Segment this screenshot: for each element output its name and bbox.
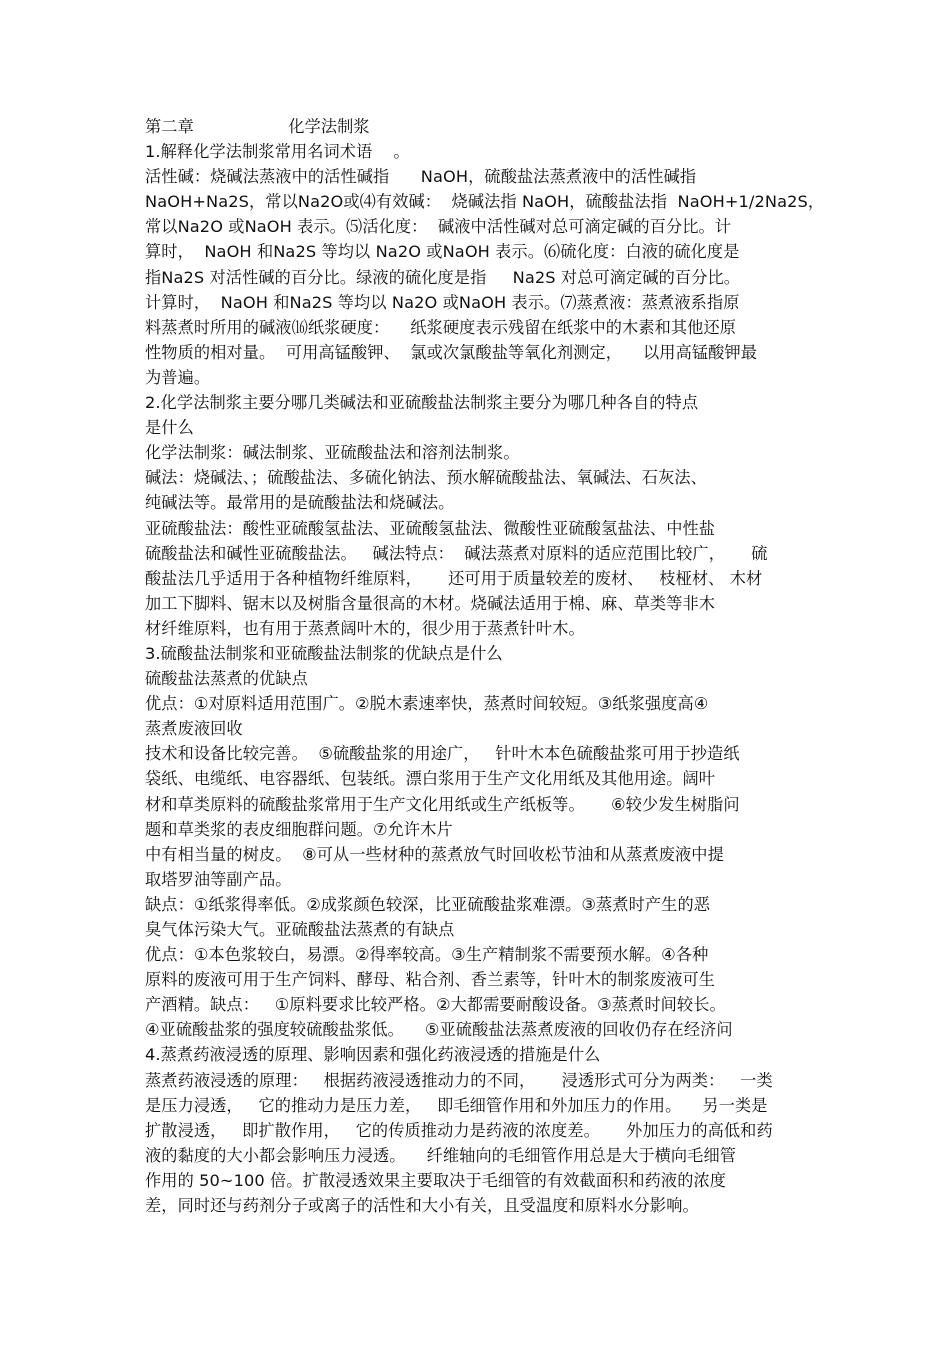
body-line: 纯碱法等。最常用的是硫酸盐法和烧碱法。 xyxy=(145,493,455,513)
body-line: 袋纸、电缆纸、电容器纸、包装纸。漂白浆用于生产文化用纸及其他用途。阔叶 xyxy=(145,769,716,789)
question-2-heading-cont: 是什么 xyxy=(145,418,194,438)
question-3-heading: 3.硫酸盐法制浆和亚硫酸盐法制浆的优缺点是什么 xyxy=(145,643,503,663)
body-line: 扩散浸透， 即扩散作用， 它的传质推动力是药液的浓度差。 外加压力的高低和药 xyxy=(145,1120,773,1140)
question-2-heading: 2.化学法制浆主要分哪几类碱法和亚硫酸盐法制浆主要分为哪几种各自的特点 xyxy=(145,393,699,413)
body-line: 液的黏度的大小都会影响压力浸透。 纤维轴向的毛细管作用总是大于横向毛细管 xyxy=(145,1145,737,1165)
body-line: 题和草类浆的表皮细胞群问题。⑦允许木片 xyxy=(145,819,453,839)
body-line: 优点：①本色浆较白，易漂。②得率较高。③生产精制浆不需要预水解。④各种 xyxy=(145,945,709,965)
body-line: 缺点：①纸浆得率低。②成浆颜色较深，比亚硫酸盐浆难漂。③蒸煮时产生的恶 xyxy=(145,894,711,914)
body-line: 性物质的相对量。 可用高锰酸钾、 氯或次氯酸盐等氧化剂测定， 以用高锰酸钾最 xyxy=(145,342,758,362)
body-line: 酸盐法几乎适用于各种植物纤维原料， 还可用于质量较差的废材、 枝桠材、 木材 xyxy=(145,568,763,588)
body-line: 硫酸盐法蒸煮的优缺点 xyxy=(145,669,308,689)
body-line: 中有相当量的树皮。 ⑧可从一些材种的蒸煮放气时回收松节油和从蒸煮废液中提 xyxy=(145,844,724,864)
body-line: 亚硫酸盐法：酸性亚硫酸氢盐法、亚硫酸氢盐法、微酸性亚硫酸氢盐法、中性盐 xyxy=(145,518,716,538)
body-line: 指Na2S 对活性碱的百分比。绿液的硫化度是指 Na2S 对总可滴定碱的百分比。 xyxy=(145,267,741,287)
body-line: 蒸煮废液回收 xyxy=(145,719,243,739)
body-line: 碱法：烧碱法、；硫酸盐法、多硫化钠法、预水解硫酸盐法、氧碱法、石灰法、 xyxy=(145,468,707,488)
body-line: 活性碱：烧碱法蒸液中的活性碱指 NaOH，硫酸盐法蒸煮液中的活性碱指 xyxy=(145,167,697,187)
body-line: 优点：①对原料适用范围广。②脱木素速率快，蒸煮时间较短。③纸浆强度高④ xyxy=(145,694,709,714)
body-line: 原料的废液可用于生产饲料、酵母、粘合剂、香兰素等，针叶木的制浆废液可生 xyxy=(145,970,716,990)
body-line: 为普遍。 xyxy=(145,367,211,387)
body-line: 常以Na2O 或NaOH 表示。⑸活化度： 碱液中活性碱对总可滴定碱的百分比。计 xyxy=(145,217,732,237)
body-line: 化学法制浆：碱法制浆、亚硫酸盐法和溶剂法制浆。 xyxy=(145,443,520,463)
body-line: 差，同时还与药剂分子或离子的活性和大小有关，且受温度和原料水分影响。 xyxy=(145,1196,699,1216)
body-line: 作用的 50~100 倍。扩散浸透效果主要取决于毛细管的有效截面积和药液的浓度 xyxy=(145,1170,727,1190)
body-line: 臭气体污染大气。亚硫酸盐法蒸煮的有缺点 xyxy=(145,920,455,939)
body-line: 材纤维原料，也有用于蒸煮阔叶木的，很少用于蒸煮针叶木。 xyxy=(145,618,585,638)
question-4-heading: 4.蒸煮药液浸透的原理、影响因素和强化药液浸透的措施是什么 xyxy=(145,1045,601,1065)
body-line: 料蒸煮时所用的碱液⒃纸浆硬度： 纸浆硬度表示残留在纸浆中的木素和其他还原 xyxy=(145,317,737,337)
document-body xyxy=(145,114,825,1218)
body-line: 材和草类原料的硫酸盐浆常用于生产文化用纸或生产纸板等。 ⑥较少发生树脂问 xyxy=(145,794,740,814)
body-line: 算时， NaOH 和Na2S 等均以 Na2O 或NaOH 表示。⑹硫化度：白液的硫化度是 xyxy=(145,242,740,262)
body-line: ④亚硫酸盐浆的强度较硫酸盐浆低。 ⑤亚硫酸盐法蒸煮废液的回收仍存在经济问 xyxy=(145,1020,733,1040)
chapter-heading: 第二章 化学法制浆 xyxy=(145,117,370,136)
body-line: 是压力浸透， 它的推动力是压力差， 即毛细管作用和外加压力的作用。 另一类是 xyxy=(145,1095,768,1115)
body-line: NaOH+Na2S，常以Na2O或⑷有效碱： 烧碱法指 NaOH，硫酸盐法指 NaOH+1/2Na2S， xyxy=(145,192,825,212)
body-line: 加工下脚料、锯末以及树脂含量很高的木材。烧碱法适用于棉、麻、草类等非木 xyxy=(145,593,716,613)
body-line: 取塔罗油等副产品。 xyxy=(145,869,292,889)
body-line: 硫酸盐法和碱性亚硫酸盐法。 碱法特点： 碱法蒸煮对原料的适应范围比较广， 硫 xyxy=(145,543,768,563)
body-line: 计算时， NaOH 和Na2S 等均以 Na2O 或NaOH 表示。⑺蒸煮液：蒸煮液系指原 xyxy=(145,292,740,312)
body-line: 技术和设备比较完善。 ⑤硫酸盐浆的用途广， 针叶木本色硫酸盐浆可用于抄造纸 xyxy=(145,744,740,764)
body-line: 产酒精。缺点： ①原料要求比较严格。②大都需要耐酸设备。③蒸煮时间较长。 xyxy=(145,995,726,1015)
body-line: 蒸煮药液浸透的原理： 根据药液浸透推动力的不同， 浸透形式可分为两类： 一类 xyxy=(145,1070,773,1090)
question-1-heading: 1.解释化学法制浆常用名词术语 。 xyxy=(145,142,410,162)
